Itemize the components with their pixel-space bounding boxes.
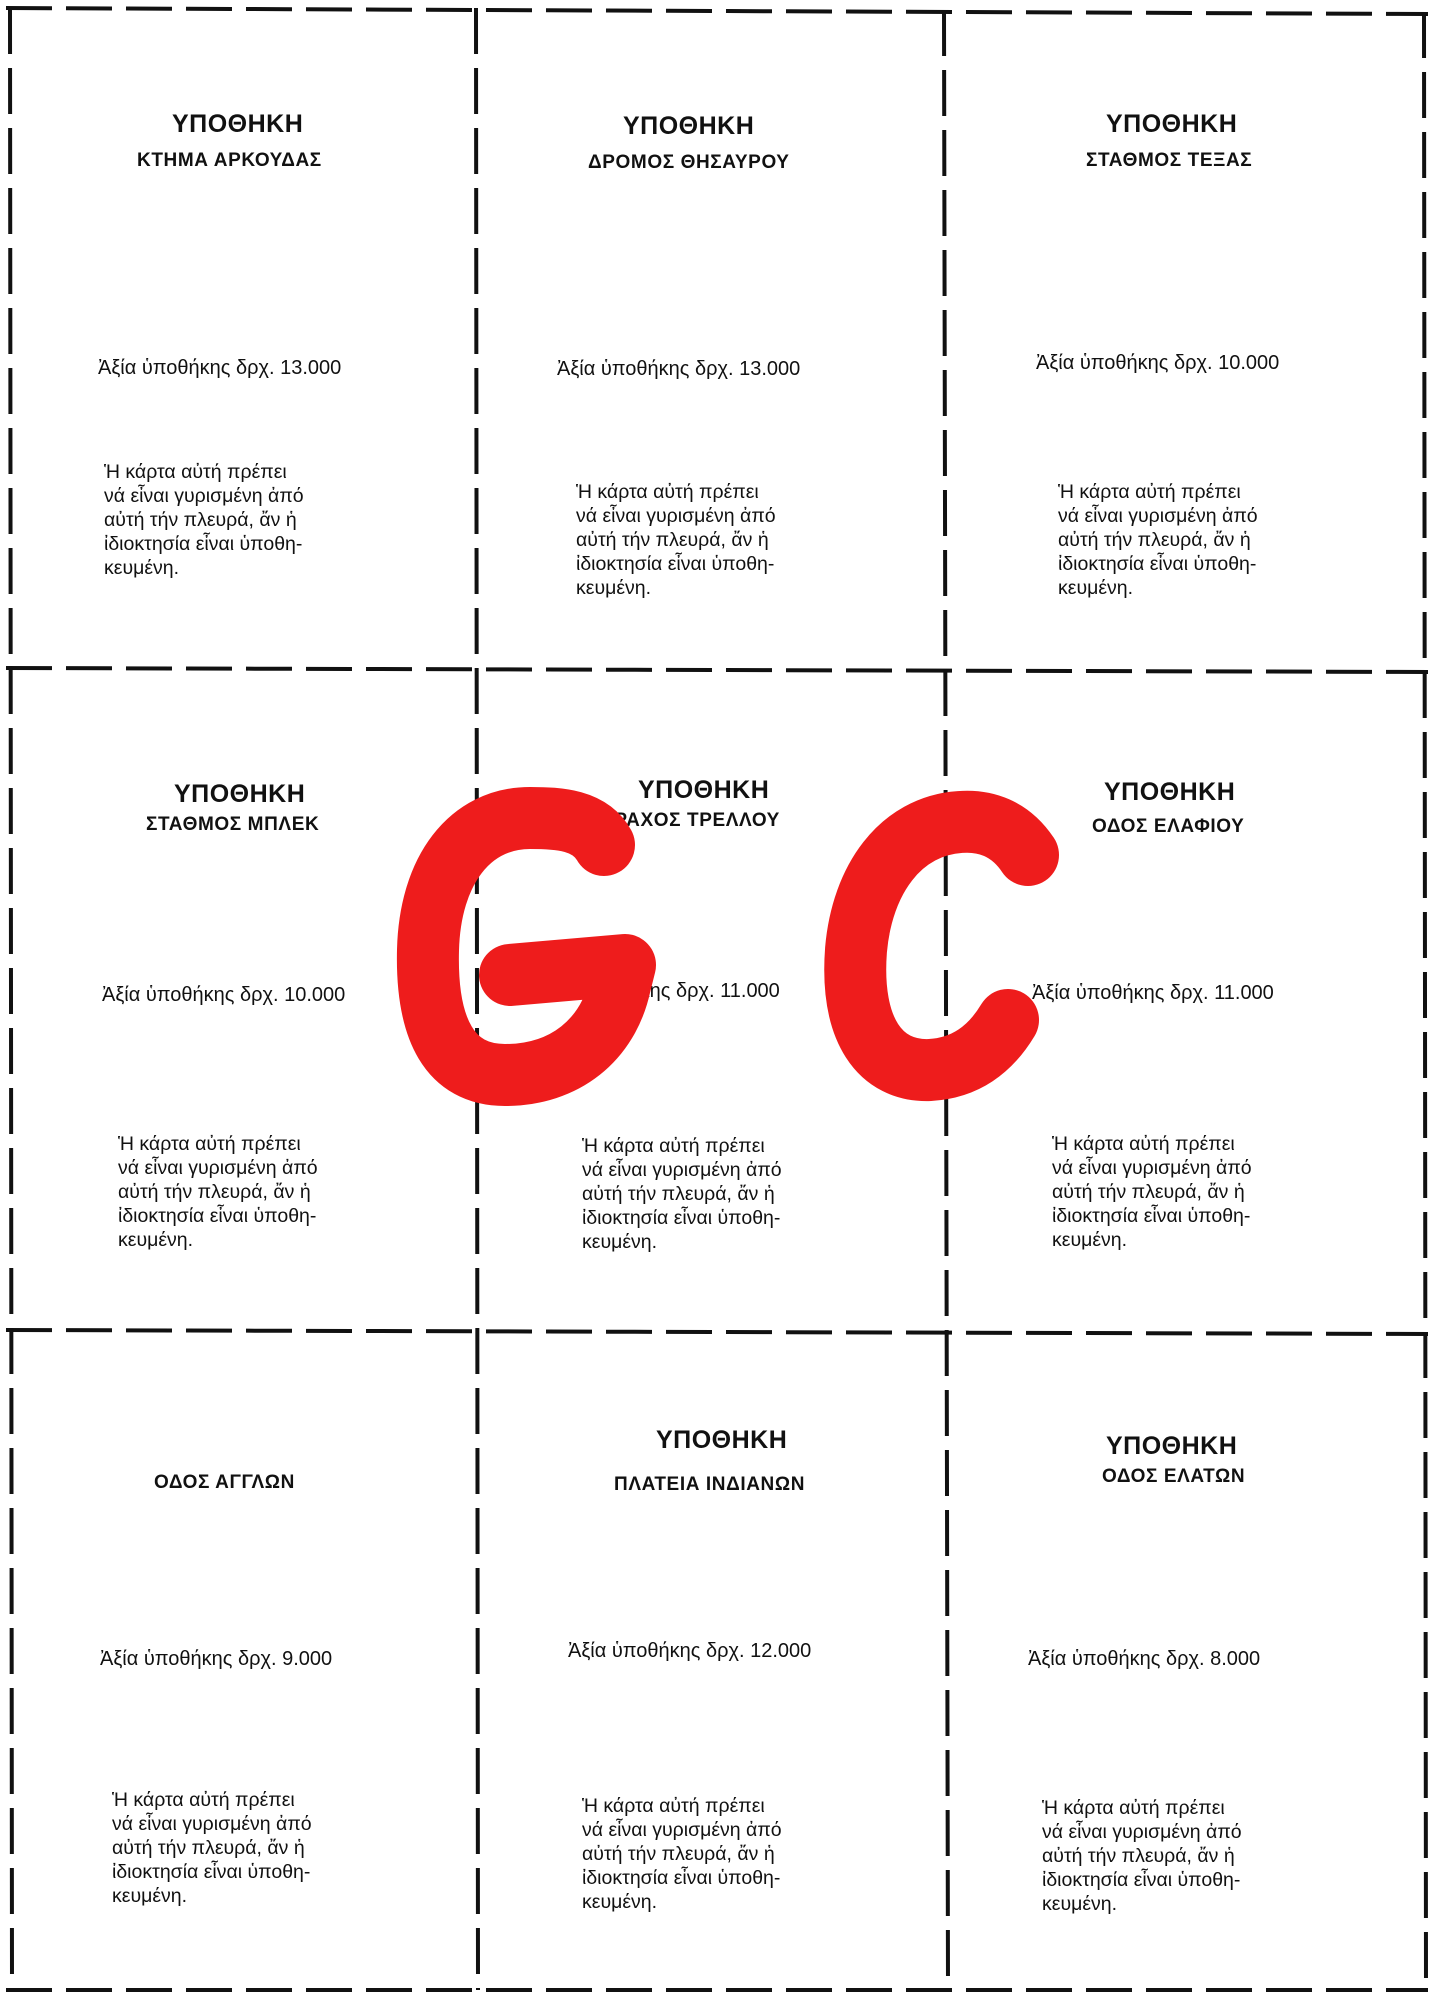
- mortgage-card: [12, 672, 476, 1330]
- mortgage-card: [478, 12, 944, 668]
- card-title: ΥΠΟΘΗΚΗ: [656, 1426, 788, 1454]
- card-note: Ἡ κάρτα αὐτή πρέπει νά εἶναι γυρισμένη ἀπό αὐτή τήν πλευρά, ἄν ἡ ἰδιοκτησία εἶναι ὑποθη- κευμένη.: [118, 1133, 318, 1251]
- mortgage-value: Ἀξία ὑποθήκης δρχ. 8.000: [1028, 1648, 1261, 1670]
- card-title: ΥΠΟΘΗΚΗ: [623, 112, 755, 140]
- mortgage-value: Ἀξία ὑποθήκης δρχ. 9.000: [100, 1648, 333, 1670]
- mortgage-value: Ἀξία ὑποθήκης δρχ. 11.000: [538, 980, 780, 1002]
- card-title: ΥΠΟΘΗΚΗ: [1106, 1432, 1238, 1460]
- property-name: ΚΤΗΜΑ ΑΡΚΟΥΔΑΣ: [137, 150, 322, 171]
- card-note: Ἡ κάρτα αὐτή πρέπει νά εἶναι γυρισμένη ἀπό αὐτή τήν πλευρά, ἄν ἡ ἰδιοκτησία εἶναι ὑποθη- κευμένη.: [576, 481, 776, 599]
- card-title: ΥΠΟΘΗΚΗ: [638, 776, 770, 804]
- card-title: ΥΠΟΘΗΚΗ: [1106, 110, 1238, 138]
- mortgage-value: Ἀξία ὑποθήκης δρχ. 11.000: [1032, 982, 1274, 1004]
- mortgage-card: [946, 12, 1424, 668]
- property-name: ΟΔΟΣ ΕΛΑΤΩΝ: [1102, 1466, 1246, 1487]
- mortgage-card: [946, 672, 1424, 1330]
- card-note: Ἡ κάρτα αὐτή πρέπει νά εἶναι γυρισμένη ἀπό αὐτή τήν πλευρά, ἄν ἡ ἰδιοκτησία εἶναι ὑποθη- κευμένη.: [104, 461, 304, 579]
- card-note: Ἡ κάρτα αὐτή πρέπει νά εἶναι γυρισμένη ἀπό αὐτή τήν πλευρά, ἄν ἡ ἰδιοκτησία εἶναι ὑποθη- κευμένη.: [582, 1135, 782, 1253]
- mortgage-card: [478, 672, 944, 1330]
- card-title: ΥΠΟΘΗΚΗ: [174, 780, 306, 808]
- mortgage-card: [12, 12, 476, 668]
- mortgage-value: Ἀξία ὑποθήκης δρχ. 13.000: [98, 357, 342, 379]
- card-note: Ἡ κάρτα αὐτή πρέπει νά εἶναι γυρισμένη ἀπό αὐτή τήν πλευρά, ἄν ἡ ἰδιοκτησία εἶναι ὑποθη- κευμένη.: [582, 1795, 782, 1913]
- card-title: ΥΠΟΘΗΚΗ: [172, 110, 304, 138]
- mortgage-card: [12, 1334, 476, 1990]
- card-note: Ἡ κάρτα αὐτή πρέπει νά εἶναι γυρισμένη ἀπό αὐτή τήν πλευρά, ἄν ἡ ἰδιοκτησία εἶναι ὑποθη- κευμένη.: [1042, 1797, 1242, 1915]
- card-note: Ἡ κάρτα αὐτή πρέπει νά εἶναι γυρισμένη ἀπό αὐτή τήν πλευρά, ἄν ἡ ἰδιοκτησία εἶναι ὑποθη- κευμένη.: [112, 1789, 312, 1907]
- property-name: ΟΔΟΣ ΕΛΑΦΙΟΥ: [1092, 816, 1245, 837]
- card-note: Ἡ κάρτα αὐτή πρέπει νά εἶναι γυρισμένη ἀπό αὐτή τήν πλευρά, ἄν ἡ ἰδιοκτησία εἶναι ὑποθη- κευμένη.: [1058, 481, 1258, 599]
- property-name: ΣΤΑΘΜΟΣ ΜΠΛΕΚ: [146, 814, 320, 835]
- mortgage-card: [478, 1334, 944, 1990]
- property-name: ΟΔΟΣ ΑΓΓΛΩΝ: [154, 1472, 295, 1493]
- property-name: ΔΡΟΜΟΣ ΘΗΣΑΥΡΟΥ: [588, 152, 790, 173]
- property-name: ΠΛΑΤΕΙΑ ΙΝΔΙΑΝΩΝ: [614, 1474, 806, 1495]
- mortgage-value: Ἀξία ὑποθήκης δρχ. 13.000: [557, 358, 801, 380]
- mortgage-value: Ἀξία ὑποθήκης δρχ. 10.000: [102, 984, 346, 1006]
- card-note: Ἡ κάρτα αὐτή πρέπει νά εἶναι γυρισμένη ἀπό αὐτή τήν πλευρά, ἄν ἡ ἰδιοκτησία εἶναι ὑποθη- κευμένη.: [1052, 1133, 1252, 1251]
- mortgage-value: Ἀξία ὑποθήκης δρχ. 10.000: [1036, 352, 1280, 374]
- card-title: ΥΠΟΘΗΚΗ: [1104, 778, 1236, 806]
- property-name: ΒΡΑΧΟΣ ΤΡΕΛΛΟΥ: [600, 810, 780, 831]
- property-name: ΣΤΑΘΜΟΣ ΤΕΞΑΣ: [1086, 150, 1253, 171]
- mortgage-value: Ἀξία ὑποθήκης δρχ. 12.000: [568, 1640, 812, 1662]
- mortgage-card: [946, 1334, 1424, 1990]
